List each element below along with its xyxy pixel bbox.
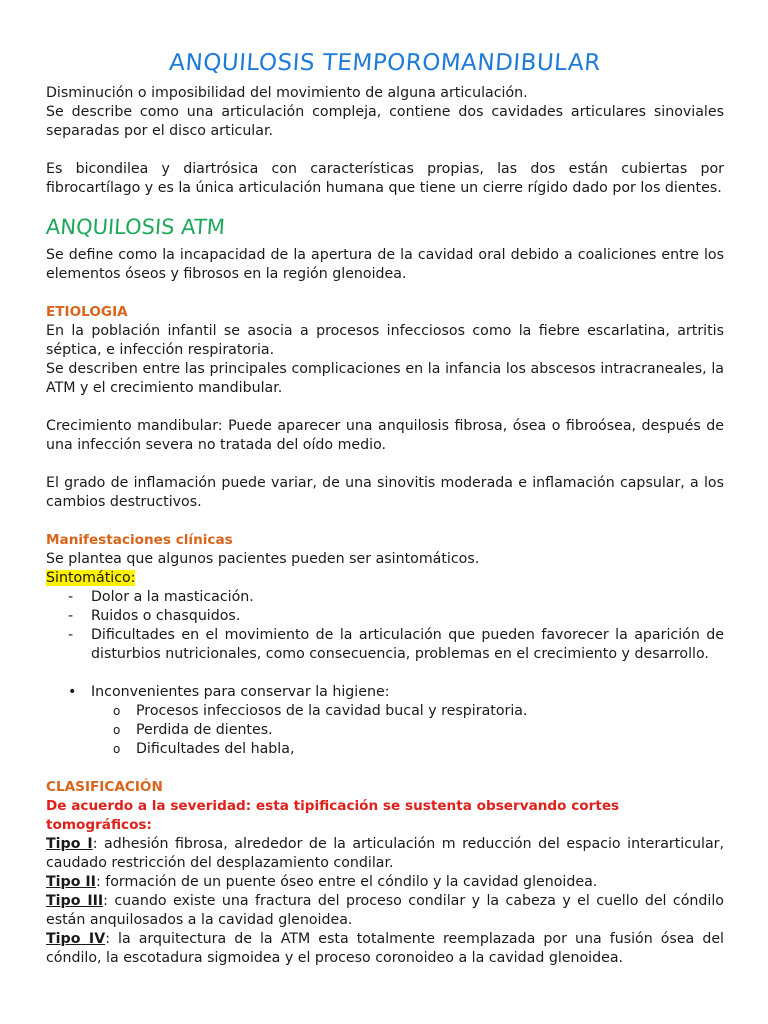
tipo-i-paragraph <box>46 835 724 873</box>
intro-paragraph-2: Es bicondilea y diartrósica con características propias, las dos están cubiertas por fibrocartílago y es la única articulación humana que tiene un cierre rígido dado por los dientes. <box>46 161 724 196</box>
list-item: - Dolor a la masticación. <box>70 588 724 607</box>
manifestaciones-intro: Se plantea que algunos pacientes pueden ser asintomáticos. <box>46 551 480 567</box>
etiologia-paragraph-1: En la población infantil se asocia a procesos infecciosos como la fiebre escarlatina, artritis séptica, e infección respiratoria. <box>46 323 724 358</box>
sintomatico-label: Sintomático: <box>46 570 136 586</box>
tipo-label: Tipo III <box>46 893 104 909</box>
tipo-iv-paragraph <box>46 930 724 968</box>
sintomatico-label-line <box>46 569 724 588</box>
document-title: ANQUILOSIS TEMPOROMANDIBULAR <box>168 50 602 76</box>
etiologia-heading: ETIOLOGIA <box>46 304 128 320</box>
list-item: - Dificultades en el movimiento de la articulación que pueden favorecer la aparición de disturbios nutricionales, como consecuencia, problemas en el crecimiento y desarrollo. <box>70 626 724 664</box>
atm-definition: Se define como la incapacidad de la apertura de la cavidad oral debido a coaliciones entre los elementos óseos y fibrosos en la región glenoidea. <box>46 247 724 282</box>
list-item <box>70 683 724 759</box>
list-item: - Ruidos o chasquidos. <box>70 607 724 626</box>
clasificacion-heading: CLASIFICACIÓN <box>46 779 163 795</box>
section-heading-anquilosis-atm: ANQUILOSIS ATM <box>45 215 226 239</box>
symptom-list <box>46 588 724 664</box>
hygiene-sub-list <box>91 702 724 759</box>
etiologia-paragraph-3: Crecimiento mandibular: Puede aparecer una anquilosis fibrosa, ósea o fibroósea, después de una infección severa no tratada del oído medio. <box>46 418 724 453</box>
clasificacion-subheading: De acuerdo a la severidad: esta tipificación se sustenta observando cortes tomográficos: <box>46 798 620 833</box>
manifestaciones-heading: Manifestaciones clínicas <box>46 532 233 548</box>
tipo-text: : adhesión fibrosa, alrededor de la articulación m reducción del espacio interarticular, caudado restricción del desplazamiento condilar. <box>46 836 724 871</box>
hygiene-bullet-text: Inconvenientes para conservar la higiene: <box>91 684 390 700</box>
tipo-text: : cuando existe una fractura del proceso condilar y la cabeza y el cuello del cóndilo están anquilosados a la cavidad glenoidea. <box>46 893 724 928</box>
hygiene-list <box>46 683 724 759</box>
etiologia-paragraph-4: El grado de inflamación puede variar, de una sinovitis moderada e inflamación capsular, a los cambios destructivos. <box>46 475 724 510</box>
list-item: o Dificultades del habla, <box>115 740 724 759</box>
list-item: o Procesos infecciosos de la cavidad bucal y respiratoria. <box>115 702 724 721</box>
intro-line-1: Disminución o imposibilidad del movimiento de alguna articulación. <box>46 85 528 101</box>
tipo-text: : la arquitectura de la ATM esta totalmente reemplazada por una fusión ósea del cóndilo, la escotadura sigmoidea y el proceso coronoideo a la cavidad glenoidea. <box>46 931 724 966</box>
tipo-label: Tipo IV <box>46 931 106 947</box>
tipo-text: : formación de un puente óseo entre el cóndilo y la cavidad glenoidea. <box>95 874 598 890</box>
tipo-ii-paragraph <box>46 873 724 892</box>
list-item: o Perdida de dientes. <box>115 721 724 740</box>
tipo-label: Tipo I <box>46 836 93 852</box>
intro-line-2: Se describe como una articulación compleja, contiene dos cavidades articulares sinoviales separadas por el disco articular. <box>46 104 724 139</box>
etiologia-paragraph-2: Se describen entre las principales complicaciones en la infancia los abscesos intracraneales, la ATM y el crecimiento mandibular. <box>46 361 724 396</box>
tipo-label: Tipo II <box>46 874 96 890</box>
tipo-iii-paragraph <box>46 892 724 930</box>
